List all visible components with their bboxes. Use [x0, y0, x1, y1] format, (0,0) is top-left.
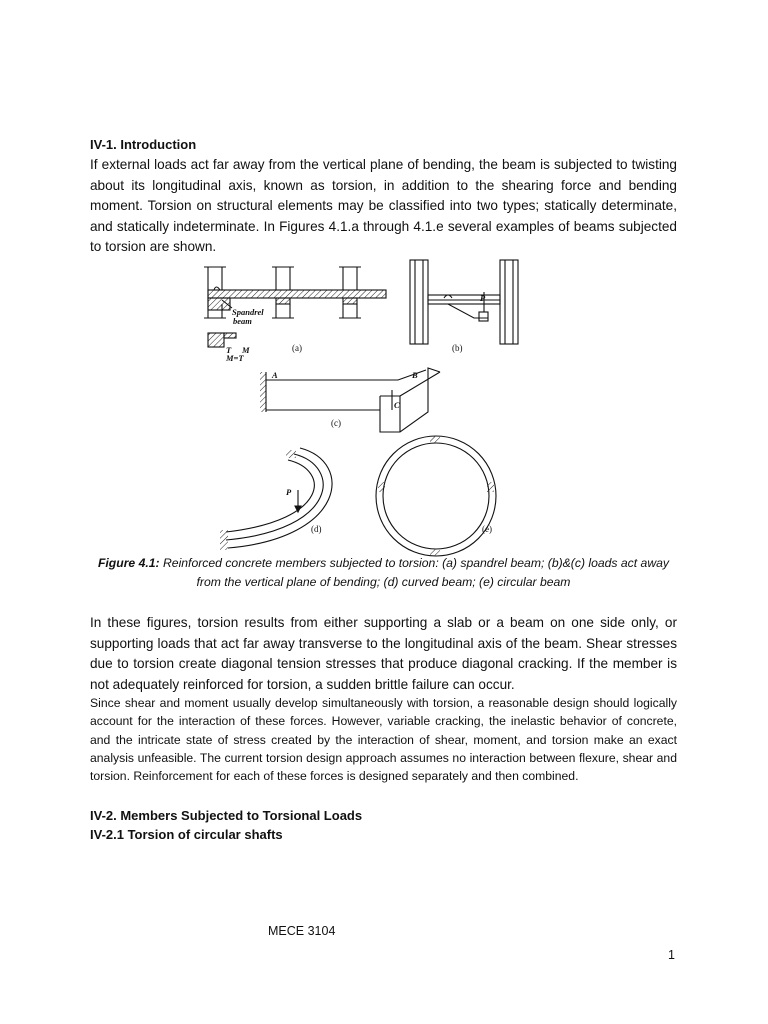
- label-p-b: P: [480, 293, 486, 303]
- page-number: 1: [668, 948, 675, 962]
- paragraph-introduction: If external loads act far away from the vertical plane of bending, the beam is subjected to twisting about its longitudinal axis, known as torsion, in addition to the shearing force and bending moment. Torsion on structural elements may be classified into two types; statically determinate, and statically indeterminate. In Figures 4.1.a through 4.1.e several examples of beams subjected to torsion are shown.: [90, 157, 677, 255]
- heading-torsion-circular-shafts: IV-2.1 Torsion of circular shafts: [90, 827, 283, 842]
- label-c-point: C: [394, 400, 400, 410]
- figure-panel-b: [410, 260, 518, 344]
- label-e: (e): [482, 524, 492, 534]
- label-a: (a): [292, 343, 302, 353]
- label-c: (c): [331, 418, 341, 428]
- label-t: T: [226, 345, 232, 355]
- label-m-equals-t: M=T: [226, 353, 244, 363]
- caption-text: Reinforced concrete members subjected to torsion: (a) spandrel beam; (b)&(c) loads act away from the vertical plane of bending; (d) curved beam; (e) circular beam: [159, 556, 670, 589]
- caption-lead: Figure 4.1:: [97, 556, 160, 570]
- label-d: (d): [311, 524, 322, 534]
- label-b: (b): [452, 343, 463, 353]
- heading-introduction: IV-1. Introduction: [90, 137, 197, 152]
- label-b-point: B: [412, 370, 418, 380]
- paragraph-design-approach: Since shear and moment usually develop simultaneously with torsion, a reasonable design should logically account for the interaction of these forces. However, variable cracking, the inelastic behavior of concrete, and the intricate state of stress created by the interaction of shear, moment, and torsion make an exact analysis unfeasible. The current torsion design approach assumes no interaction between flexure, shear and torsion. Reinforcement for each of these forces is designed separately and then combined.: [90, 696, 677, 784]
- label-m: M: [242, 345, 250, 355]
- label-a-point: A: [272, 370, 278, 380]
- label-beam: beam: [233, 316, 252, 326]
- paragraph-torsion-sources: In these figures, torsion results from either supporting a slab or a beam on one side only, or supporting loads that act far away transverse to the longitudinal axis of the beam. Shear stresses due to torsion create diagonal tension stresses that produce diagonal cracking. If the member is not adequately reinforced for torsion, a sudden brittle failure can occur.: [90, 615, 677, 692]
- figure-panel-d: [220, 448, 332, 550]
- figure-panel-e: [376, 436, 496, 556]
- label-spandrel: Spandrel: [232, 307, 264, 317]
- figure-caption: [90, 554, 677, 592]
- footer-course: MECE 3104: [268, 924, 336, 938]
- label-p-d: P: [286, 487, 292, 497]
- heading-members-torsional-loads: IV-2. Members Subjected to Torsional Loads: [90, 808, 363, 823]
